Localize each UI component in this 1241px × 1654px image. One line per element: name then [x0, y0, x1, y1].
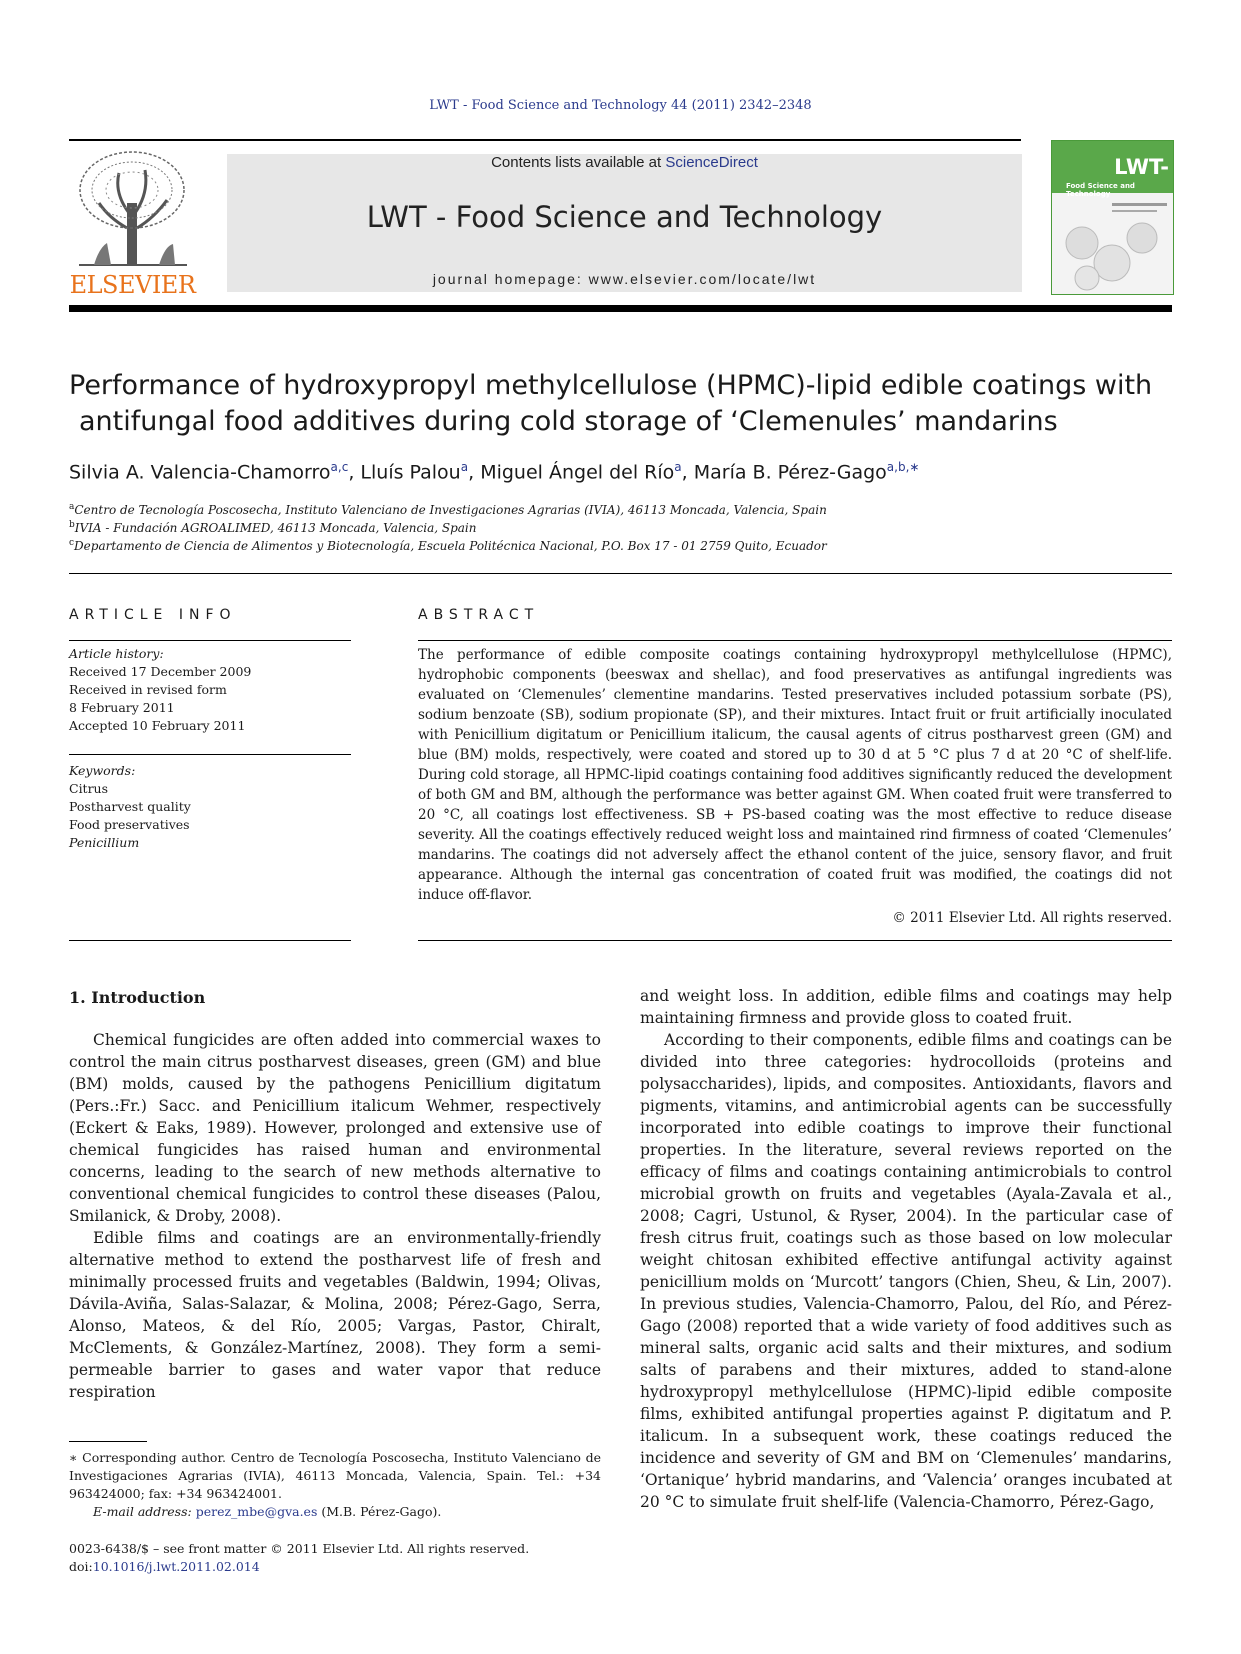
- author-affil-mark[interactable]: a: [674, 460, 682, 474]
- cover-image-icon: [1052, 193, 1173, 294]
- cover-title: LWT-: [1114, 155, 1169, 179]
- cover-subtitle: Food Science and Technology: [1066, 182, 1135, 198]
- history-label: Article history:: [69, 646, 164, 661]
- issn-line: 0023-6438/$ – see front matter © 2011 Elsevier Ltd. All rights reserved.: [69, 1541, 530, 1556]
- author-affil-mark[interactable]: a: [460, 460, 469, 474]
- divider: [69, 573, 1172, 574]
- abstract-text: The performance of edible composite coatings containing hydroxypropyl methylcellulose (HPMC), hydrophobic components (beeswax and shellac), and food preservatives as antifungal ingredients was evaluated on ‘Clemenules’ clementine mandarins. Tested preservatives included potassium sorbate (PS), sodium benzoate (SB), sodium propionate (SP), and their mixtures. Intact fruit or fruit artificially inoculated with Penicillium digitatum or Penicillium italicum, the causal agents of citrus postharvest green (GM) and blue (BM) molds, respectively, were coated and stored up to 30 d at 5 °C plus 7 d at 20 °C of shelf-life. During cold storage, all HPMC-lipid coatings containing food additives significantly reduced the development of both GM and BM, although the performance was better against GM. When coated fruit were transferred to 20 °C, all coatings lost effectiveness. SB + PS-based coating was the most effective to reduce disease severity. All the coatings effectively reduced weight loss and maintained rind firmness of coated ‘Clemenules’ mandarins. The coatings did not adversely affect the ethanol content of the juice, sensory flavor, and fruit appearance. Although the internal gas concentration of coated fruit was modified, the coatings did not induce off-flavor.: [418, 647, 1172, 903]
- email-label: E-mail address:: [93, 1504, 196, 1519]
- affiliation-text: Centro de Tecnología Poscosecha, Instituto Valenciano de Investigaciones Agrarias (IVIA), 46113 Moncada, Valencia, Spain: [74, 503, 827, 517]
- journal-title: LWT - Food Science and Technology: [366, 200, 883, 234]
- keyword: Penicillium: [69, 835, 140, 850]
- divider: [69, 940, 351, 941]
- divider: [418, 640, 1172, 641]
- article-title: [69, 368, 1179, 440]
- affiliation-mark: b: [69, 520, 75, 530]
- elsevier-wordmark: ELSEVIER: [69, 271, 196, 299]
- affiliation: [69, 502, 1169, 517]
- contents-line: [227, 154, 1022, 171]
- page-footer: [69, 1540, 601, 1576]
- left-column: [69, 1029, 601, 1403]
- article-history: [69, 645, 351, 735]
- author-name[interactable]: Lluís Palou: [360, 461, 461, 484]
- article-info-heading: ARTICLE INFO: [69, 607, 237, 623]
- keywords: [69, 762, 351, 852]
- paragraph: According to their components, edible films and coatings can be divided into three categories: hydrocolloids (proteins and polysaccharides), lipids, and composites. Antioxidants, flavors and pigments, vitamins, and antimicrobial agents can be successfully incorporated into edible coatings to improve their functional properties. In the literature, several reviews reported on the efficacy of films and coatings containing antimicrobials to control microbial growth on fruits and vegetables (Ayala-Zavala et al., 2008; Cagri, Ustunol, & Ryser, 2004). In the particular case of fresh citrus fruit, coatings such as those based on low molecular weight chitosan exhibited effective antifungal activity against penicillium molds on ‘Murcott’ tangors (Chien, Sheu, & Lin, 2007). In previous studies, Valencia-Chamorro, Palou, del Río, and Pérez-Gago (2008) reported that a wide variety of food additives such as mineral salts, organic acid salts and their mixtures, and sodium salts of parabens and their mixtures, added to stand-alone hydroxypropyl methylcellulose (HPMC)-lipid edible composite films, exhibited antifungal properties against P. digitatum and P. italicum. In a subsequent work, these coatings reduced the incidence and severity of GM and BM on ‘Clemenules’ mandarins, ‘Ortanique’ hybrid mandarins, and ‘Valencia’ oranges incubated at 20 °C to simulate fruit shelf-life (Valencia-Chamorro, Pérez-Gago,: [640, 1031, 1172, 1511]
- affiliation-text: IVIA - Fundación AGROALIMED, 46113 Moncada, Valencia, Spain: [74, 521, 477, 535]
- divider: [69, 754, 351, 755]
- abstract-heading: ABSTRACT: [418, 607, 540, 623]
- author-list: [69, 460, 1169, 483]
- email-suffix: (M.B. Pérez-Gago).: [317, 1504, 442, 1519]
- keyword: Postharvest quality: [69, 799, 191, 814]
- journal-banner: [227, 154, 1022, 292]
- header-rule: [69, 139, 1021, 141]
- history-item: 8 February 2011: [69, 700, 175, 715]
- history-item: Received 17 December 2009: [69, 664, 252, 679]
- journal-cover-thumbnail[interactable]: [1051, 140, 1174, 295]
- affiliation-text: Departamento de Ciencia de Alimentos y Biotecnología, Escuela Politécnica Nacional, P.O. Box 17 - 01 2759 Quito, Ecuador: [74, 539, 827, 553]
- affiliation: [69, 538, 1169, 553]
- email-link[interactable]: perez_mbe@gva.es: [195, 1504, 318, 1519]
- corresponding-author-note: ∗ Corresponding author. Centro de Tecnología Poscosecha, Instituto Valenciano de Investigaciones Agrarias (IVIA), 46113 Moncada, Valencia, Spain. Tel.: +34 963424000; fax: +34 963424001.: [69, 1450, 601, 1501]
- history-item: Accepted 10 February 2011: [69, 718, 246, 733]
- keyword: Citrus: [69, 781, 109, 796]
- author-name[interactable]: Silvia A. Valencia-Chamorro: [69, 461, 331, 484]
- author-separator: ,: [468, 461, 481, 484]
- paragraph: Edible films and coatings are an environmentally-friendly alternative method to extend the postharvest life of fresh and minimally processed fruits and vegetables (Baldwin, 1994; Olivas, Dávila-Aviña, Salas-Salazar, & Molina, 2008; Pérez-Gago, Serra, Alonso, Mateos, & del Río, 2005; Vargas, Pastor, Chiralt, McClements, & González-Martínez, 2008). They form a semi-permeable barrier to gases and water vapor that reduce respiration: [69, 1229, 601, 1401]
- divider: [69, 640, 351, 641]
- journal-homepage[interactable]: journal homepage: www.elsevier.com/locate/lwt: [432, 271, 817, 287]
- author-name[interactable]: María B. Pérez-Gago: [693, 461, 887, 484]
- author-separator: ,: [348, 461, 361, 484]
- paragraph-continuation: and weight loss. In addition, edible films and coatings may help maintaining firmness and provide gloss to coated fruit.: [640, 987, 1172, 1027]
- footnote-rule: [69, 1441, 147, 1442]
- elsevier-logo[interactable]: [69, 148, 196, 298]
- author-name[interactable]: Miguel Ángel del Río: [480, 461, 675, 484]
- title-line-1: Performance of hydroxypropyl methylcellulose (HPMC)-lipid edible coatings with: [69, 370, 1153, 401]
- footnote: [69, 1449, 601, 1521]
- affiliation: [69, 520, 1169, 535]
- history-item: Received in revised form: [69, 682, 227, 697]
- author-affil-mark[interactable]: a,c: [330, 460, 349, 474]
- paragraph: Chemical fungicides are often added into commercial waxes to control the main citrus postharvest diseases, green (GM) and blue (BM) molds, caused by the pathogens Penicillium digitatum (Pers.:Fr.) Sacc. and Penicillium italicum Wehmer, respectively (Eckert & Eaks, 1989). However, prolonged and extensive use of chemical fungicides has raised human and environmental concerns, leading to the search of new methods alternative to conventional chemical fungicides to control these diseases (Palou, Smilanick, & Droby, 2008).: [69, 1031, 601, 1225]
- author-affil-mark[interactable]: a,b,∗: [886, 460, 920, 474]
- abstract-copyright: © 2011 Elsevier Ltd. All rights reserved.: [892, 910, 1172, 926]
- sciencedirect-link[interactable]: ScienceDirect: [665, 154, 758, 171]
- header-thick-rule: [69, 305, 1172, 312]
- affiliation-mark: a: [69, 502, 75, 512]
- doi-link[interactable]: 10.1016/j.lwt.2011.02.014: [92, 1559, 260, 1574]
- keyword: Food preservatives: [69, 817, 190, 832]
- author-separator: ,: [681, 461, 694, 484]
- keywords-label: Keywords:: [69, 763, 136, 778]
- doi-label: doi:: [69, 1559, 93, 1574]
- affiliation-mark: c: [69, 538, 75, 548]
- divider: [418, 940, 1172, 941]
- contents-prefix: Contents lists available at: [491, 154, 666, 171]
- journal-citation[interactable]: LWT - Food Science and Technology 44 (2011) 2342–2348: [429, 98, 812, 113]
- right-column: [640, 985, 1172, 1513]
- section-heading: 1. Introduction: [69, 988, 206, 1007]
- title-line-2: antifungal food additives during cold storage of ‘Clemenules’ mandarins: [79, 406, 1058, 437]
